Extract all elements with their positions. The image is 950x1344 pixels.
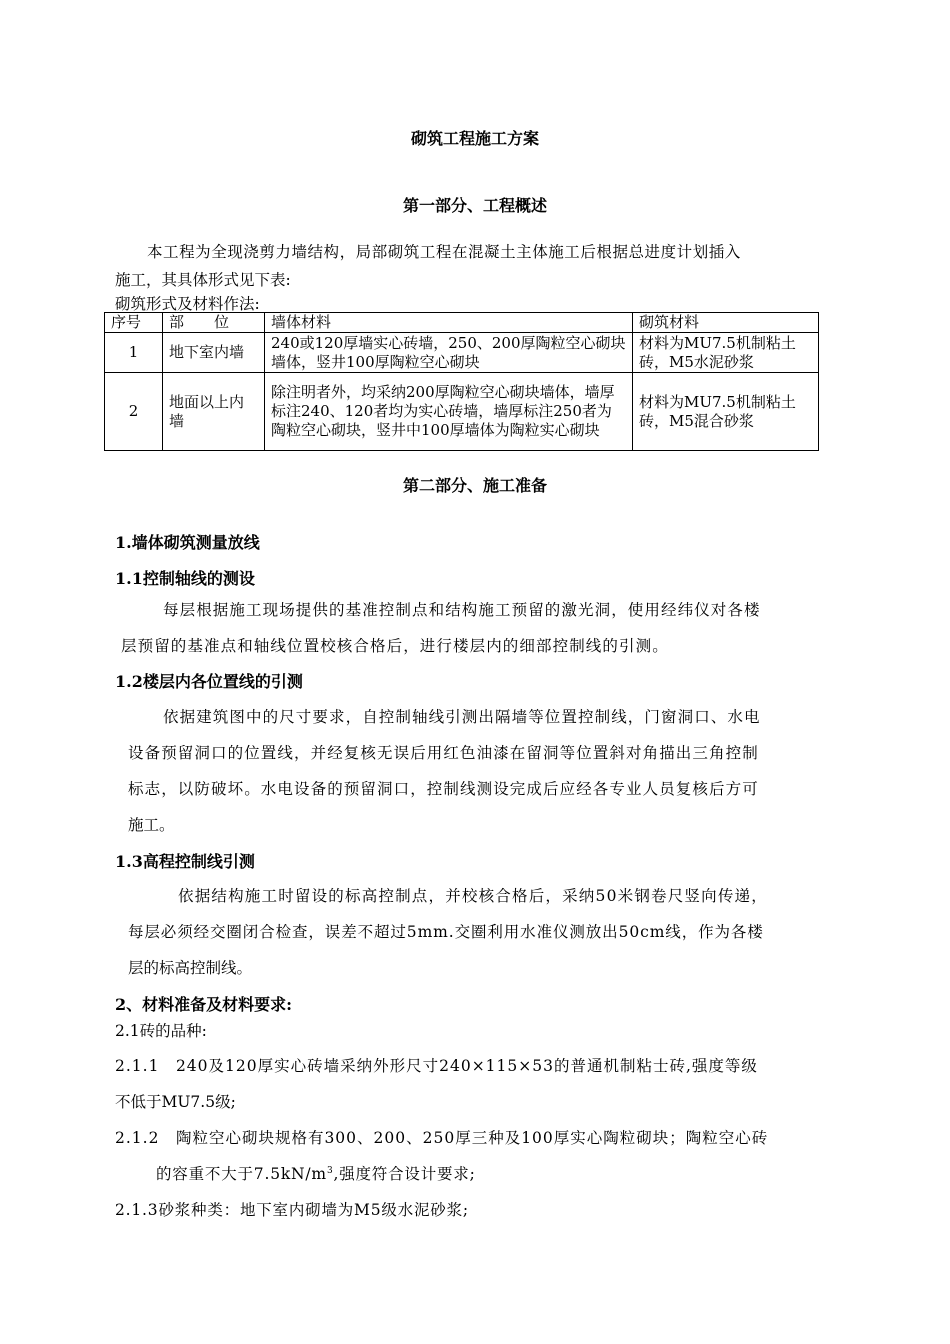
section-2-1-3-line: 2.1.3砂浆种类：地下室内砌墙为M5级水泥砂浆; bbox=[115, 1201, 469, 1219]
cube-superscript: 3 bbox=[326, 1165, 334, 1176]
part1-title: 第一部分、工程概述 bbox=[402, 196, 547, 215]
section-1-1-line-1: 每层根据施工现场提供的基准控制点和结构施工预留的激光洞，使用经纬仪对各楼 bbox=[163, 601, 761, 619]
table-row bbox=[105, 373, 819, 451]
section-1-2-heading: 1.2楼层内各位置线的引测 bbox=[115, 672, 303, 691]
table-row bbox=[105, 333, 819, 373]
section-2-1-1-line-2: 不低于MU7.5级; bbox=[115, 1093, 236, 1111]
section-2-1-1-line-1: 2.1.1 240及120厚实心砖墙采纳外形尺寸240×115×53的普通机制粘士砖,强度等级 bbox=[115, 1057, 758, 1075]
section-1-1-line-2: 层预留的基准点和轴线位置校核合格后，进行楼层内的细部控制线的引测。 bbox=[121, 637, 669, 655]
row-wall: 240或120厚墙实心砖墙，250、200厚陶粒空心砌块墙体，竖井100厚陶粒空心砌块 bbox=[265, 333, 633, 373]
section-1-3-line-1: 依据结构施工时留设的标高控制点，并校核合格后，采纳50米钢卷尺竖向传递， bbox=[178, 887, 768, 905]
section-1-2-line-3: 标志，以防破坏。水电设备的预留洞口，控制线测设完成后应经各专业人员复核后方可 bbox=[128, 780, 759, 798]
section-1-2-line-2: 设备预留洞口的位置线，并经复核无误后用红色油漆在留洞等位置斜对角描出三角控制 bbox=[128, 744, 759, 762]
intro-line-1: 本工程为全现浇剪力墙结构，局部砌筑工程在混凝土主体施工后根据总进度计划插入 bbox=[147, 243, 741, 261]
document-title: 砌筑工程施工方案 bbox=[410, 129, 539, 148]
table-caption: 砌筑形式及材料作法: bbox=[115, 295, 260, 313]
header-mortar: 砌筑材料 bbox=[633, 313, 819, 333]
section-1-2-line-1: 依据建筑图中的尺寸要求，自控制轴线引测出隔墙等位置控制线，门窗洞口、水电 bbox=[163, 708, 761, 726]
materials-table bbox=[104, 312, 819, 451]
section-1-2-line-4: 施工。 bbox=[128, 816, 175, 834]
row-wall: 除注明者外，均采纳200厚陶粒空心砌块墙体，墙厚标注240、120者均为实心砖墙，墙厚标注250者为陶粒空心砌块，竖井中100厚墙体为陶粒实心砌块 bbox=[265, 373, 633, 451]
section-2-1-heading: 2.1砖的品种: bbox=[115, 1022, 207, 1040]
header-no: 序号 bbox=[105, 313, 163, 333]
header-wall: 墙体材料 bbox=[265, 313, 633, 333]
section-1-3-line-2: 每层必须经交圈闭合检查，误差不超过5mm.交圈利用水准仪测放出50cm线，作为各楼 bbox=[128, 923, 764, 941]
part2-title: 第二部分、施工准备 bbox=[402, 476, 547, 495]
section-2-1-2-line-1: 2.1.2 陶粒空心砌块规格有300、200、250厚三种及100厚实心陶粒砌块；陶粒空心砖 bbox=[115, 1129, 769, 1147]
row-mortar: 材料为MU7.5机制粘土砖，M5混合砂浆 bbox=[633, 373, 819, 451]
header-part: 部 位 bbox=[163, 313, 265, 333]
table-header-row bbox=[105, 313, 819, 333]
section-2-1-2-line-2 bbox=[156, 1162, 476, 1184]
row-no: 2 bbox=[105, 373, 163, 451]
strength-text: ,强度符合设计要求; bbox=[333, 1165, 476, 1183]
section-1-3-heading: 1.3高程控制线引测 bbox=[115, 852, 255, 871]
row-mortar: 材料为MU7.5机制粘土砖，M5水泥砂浆 bbox=[633, 333, 819, 373]
row-part: 地下室内墙 bbox=[163, 333, 265, 373]
section-1-1-heading: 1.1控制轴线的测设 bbox=[115, 569, 255, 588]
row-part: 地面以上内墙 bbox=[163, 373, 265, 451]
section-2-heading: 2、材料准备及材料要求: bbox=[115, 995, 293, 1014]
row-no: 1 bbox=[105, 333, 163, 373]
section-1-3-line-3: 层的标高控制线。 bbox=[128, 959, 253, 977]
density-text: 的容重不大于7.5kN/m bbox=[156, 1165, 327, 1183]
intro-line-2: 施工，其具体形式见下表: bbox=[115, 271, 291, 289]
section-1-heading: 1.墙体砌筑测量放线 bbox=[115, 533, 260, 552]
